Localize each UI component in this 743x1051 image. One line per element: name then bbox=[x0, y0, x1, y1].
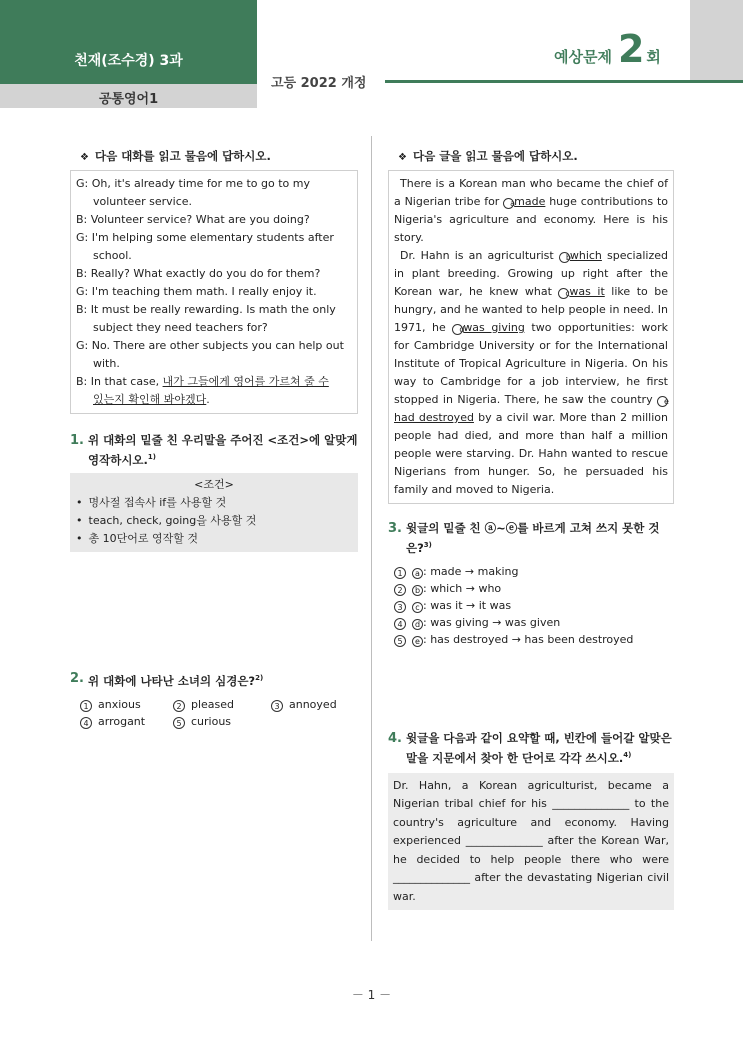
textbook-title: 천재(조수경) 3과 bbox=[74, 53, 183, 69]
circled-number-icon: 3 bbox=[271, 700, 283, 712]
circled-number-icon: 1 bbox=[394, 567, 406, 579]
question-number: 1. bbox=[70, 433, 84, 448]
instruction-text: 다음 글을 읽고 물음에 답하시오. bbox=[412, 149, 578, 163]
underlined-korean: 내가 그들에게 영어를 가르쳐 줄 수 bbox=[162, 375, 329, 388]
right-column bbox=[388, 148, 674, 910]
circled-letter-icon: c bbox=[558, 288, 569, 299]
question-text: 윗글의 밑줄 친 ⓐ~ⓔ를 바르게 고쳐 쓰지 못한 것은? bbox=[406, 521, 660, 555]
answer-blank[interactable]: ______________ bbox=[552, 797, 630, 811]
dialogue-line: B: Really? What exactly do you do for them? bbox=[76, 267, 321, 280]
underlined-word: had destroyed bbox=[394, 411, 474, 424]
choice-list bbox=[80, 696, 358, 730]
underlined-word: which bbox=[569, 249, 602, 262]
choice-item[interactable]: 3 annoyed bbox=[271, 696, 361, 713]
circled-letter-icon: a bbox=[503, 198, 514, 209]
dialogue-line: school. bbox=[93, 249, 132, 262]
option-list bbox=[394, 563, 674, 648]
answer-blank[interactable]: ______________ bbox=[393, 871, 470, 885]
underlined-word: made bbox=[514, 195, 546, 208]
question-text: 위 대화의 밑줄 친 우리말을 주어진 <조건>에 알맞게 영작하시오. bbox=[88, 433, 358, 467]
question-number: 4. bbox=[388, 730, 402, 746]
summary-box: Dr. Hahn, a Korean agriculturist, became a Nigerian tribal chief for his ______________ to the country's agriculture and economy. Having experienced ______________ after the Korean War, he decided to help people there who were ______________ after the devastating Nigerian civil war. bbox=[388, 773, 674, 911]
underlined-korean: 있는지 확인해 봐야겠다 bbox=[93, 393, 207, 406]
circled-number-icon: 5 bbox=[173, 717, 185, 729]
left-column bbox=[70, 148, 358, 730]
dialogue-line: B: Volunteer service? What are you doing? bbox=[76, 213, 310, 226]
choice-item[interactable]: 2 pleased bbox=[173, 696, 271, 713]
curriculum-label: 고등 2022 개정 bbox=[271, 76, 367, 91]
subject-label: 공통영어1 bbox=[98, 92, 159, 107]
choice-item[interactable]: 1 anxious bbox=[80, 696, 173, 713]
question-4 bbox=[388, 730, 674, 767]
dialogue-line: G: I'm helping some elementary students after bbox=[76, 231, 334, 244]
passage-paragraph: There is a Korean man who became the chief of a Nigerian tribe for amade huge contributions to Nigeria's agriculture and economy. Here is his story. bbox=[394, 177, 668, 244]
circled-letter-icon: b bbox=[412, 585, 423, 596]
circled-number-icon: 3 bbox=[394, 601, 406, 613]
condition-item: • 총 10단어로 영작할 것 bbox=[76, 531, 198, 545]
column-divider bbox=[371, 136, 372, 941]
condition-title: <조건> bbox=[194, 477, 234, 491]
underlined-word: was it bbox=[569, 285, 605, 298]
footnote-mark: 2) bbox=[255, 673, 264, 682]
dialogue-line: G: No. There are other subjects you can help out bbox=[76, 339, 344, 352]
bullet-icon: • bbox=[76, 495, 83, 509]
circled-letter-icon: b bbox=[559, 252, 570, 263]
diamond-icon: ❖ bbox=[80, 152, 89, 163]
circled-number-icon: 5 bbox=[394, 635, 406, 647]
dialogue-line: volunteer service. bbox=[93, 195, 193, 208]
dialogue-instruction bbox=[80, 148, 358, 164]
footnote-mark: 3) bbox=[423, 541, 432, 549]
passage-instruction bbox=[398, 148, 674, 164]
circled-letter-icon: c bbox=[412, 602, 423, 613]
question-number: 3. bbox=[388, 521, 402, 536]
dialogue-line: G: Oh, it's already time for me to go to my bbox=[76, 177, 311, 190]
corner-box bbox=[690, 0, 743, 80]
dialogue-line: B: In that case, 내가 그들에게 영어를 가르쳐 줄 수 bbox=[76, 375, 329, 388]
exam-suffix: 회 bbox=[646, 48, 661, 66]
footnote-mark: 1) bbox=[147, 453, 156, 461]
question-number: 2. bbox=[70, 670, 84, 686]
question-3 bbox=[388, 520, 674, 557]
condition-box bbox=[70, 473, 358, 552]
exam-number: 2 bbox=[617, 27, 645, 71]
underlined-word: was giving bbox=[463, 321, 525, 334]
bullet-icon: • bbox=[76, 531, 83, 545]
bullet-icon: • bbox=[76, 513, 83, 527]
diamond-icon: ❖ bbox=[398, 152, 407, 163]
page-number: － 1 － bbox=[351, 988, 392, 1002]
circled-letter-icon: e bbox=[412, 636, 423, 647]
option-item[interactable]: 3 c : was it → it was bbox=[394, 597, 674, 614]
choice-item[interactable]: 4 arrogant bbox=[80, 713, 173, 730]
question-text: 위 대화에 나타난 소녀의 심경은? bbox=[88, 673, 256, 688]
option-item[interactable]: 1 a : made → making bbox=[394, 563, 674, 580]
condition-item: • 명사절 접속사 if를 사용할 것 bbox=[76, 495, 227, 509]
circled-number-icon: 2 bbox=[394, 584, 406, 596]
circled-letter-icon: e bbox=[657, 396, 668, 407]
dialogue-box bbox=[70, 170, 358, 414]
option-item[interactable]: 4 d : was giving → was given bbox=[394, 614, 674, 631]
dialogue-line: subject they need teachers for? bbox=[93, 321, 268, 334]
option-item[interactable]: 2 b : which → who bbox=[394, 580, 674, 597]
passage-box bbox=[388, 170, 674, 504]
option-item[interactable]: 5 e : has destroyed → has been destroyed bbox=[394, 631, 674, 648]
question-text: 윗글을 다음과 같이 요약할 때, 빈칸에 들어갈 알맞은 말을 지문에서 찾아 한 단어로 각각 쓰시오. bbox=[406, 730, 672, 765]
question-2 bbox=[70, 670, 358, 690]
question-1 bbox=[70, 432, 358, 469]
dialogue-line: G: I'm teaching them math. I really enjoy it. bbox=[76, 285, 317, 298]
circled-letter-icon: d bbox=[412, 619, 423, 630]
header-band bbox=[0, 0, 257, 84]
header-rule bbox=[385, 80, 743, 83]
dialogue-line: B: It must be really rewarding. Is math the only bbox=[76, 303, 336, 316]
instruction-text: 다음 대화를 읽고 물음에 답하시오. bbox=[94, 149, 271, 163]
circled-number-icon: 4 bbox=[394, 618, 406, 630]
exam-label bbox=[554, 27, 661, 71]
condition-item: • teach, check, going을 사용할 것 bbox=[76, 513, 257, 527]
circled-number-icon: 1 bbox=[80, 700, 92, 712]
circled-number-icon: 4 bbox=[80, 717, 92, 729]
choice-item[interactable]: 5 curious bbox=[173, 713, 271, 730]
dialogue-line: with. bbox=[93, 357, 120, 370]
circled-number-icon: 2 bbox=[173, 700, 185, 712]
circled-letter-icon: d bbox=[452, 324, 463, 335]
passage-paragraph: Dr. Hahn is an agriculturist bwhich specialized in plant breeding. Growing up right after the Korean war, he knew what cwas it like to be hungry, and he wanted to help people in need. In 1971, he dwas giving two opportunities: work for Cambridge University or for the International Institute of Tropical Agriculture in Nigeria. On his way to Cambridge for a job interview, he first stopped in Nigeria. There, he saw the country ehad destroyed by a civil war. More than 2 million people had died, and more than half a million people were starving. Dr. Hahn wanted to rescue Nigerians from hunger. So, he persuaded his family and moved to Nigeria. bbox=[394, 249, 669, 496]
footnote-mark: 4) bbox=[623, 750, 632, 759]
circled-letter-icon: a bbox=[412, 568, 423, 579]
exam-label-text: 예상문제 bbox=[554, 48, 612, 66]
dialogue-line: 있는지 확인해 봐야겠다. bbox=[93, 393, 210, 406]
answer-blank[interactable]: ______________ bbox=[465, 834, 543, 848]
